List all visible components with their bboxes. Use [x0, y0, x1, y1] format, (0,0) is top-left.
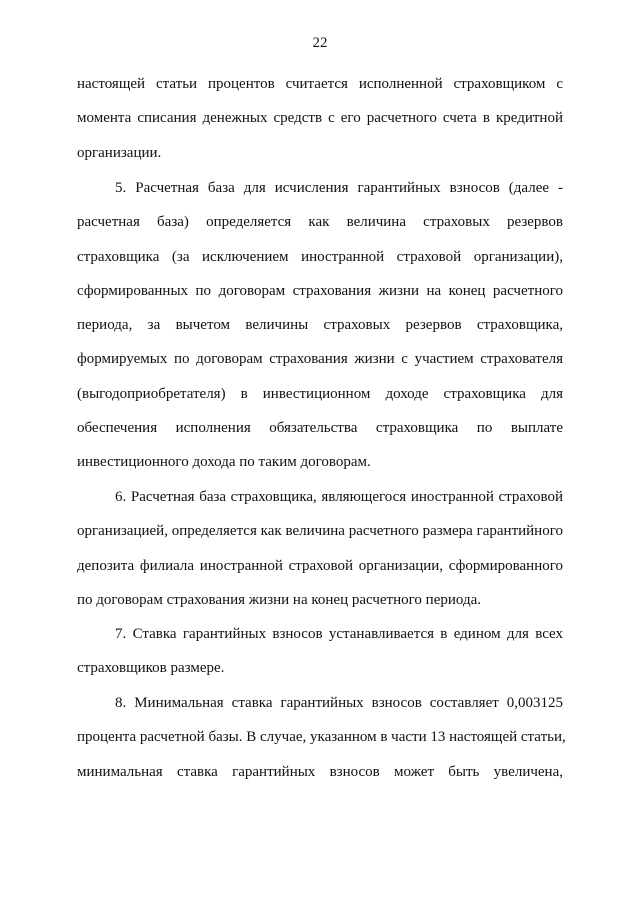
text-line: страховщиков размере.	[77, 660, 225, 677]
text-line: настоящей статьи процентов считается исполненной страховщиком с	[77, 76, 563, 92]
text-line: 5. Расчетная база для исчисления гарантийных взносов (далее -	[115, 180, 563, 196]
paragraph-continuation	[77, 67, 563, 170]
text-line: периода, за вычетом величины страховых резервов страховщика,	[77, 317, 563, 334]
text-line: по договорам страхования жизни на конец расчетного периода.	[77, 591, 481, 608]
text-line: процента расчетной базы. В случае, указанном в части 13 настоящей статьи,	[77, 729, 566, 746]
text-line: минимальная ставка гарантийных взносов может быть увеличена,	[77, 763, 563, 780]
text-line: расчетная база) определяется как величина страховых резервов	[77, 214, 563, 231]
text-line: организации.	[77, 144, 162, 161]
text-line: организацией, определяется как величина расчетного размера гарантийного	[77, 523, 563, 540]
text-line: момента списания денежных средств с его расчетного счета в кредитной	[77, 110, 563, 127]
text-line: 6. Расчетная база страховщика, являющегося иностранной страховой	[115, 489, 563, 505]
paragraph-7	[77, 617, 563, 686]
text-line: инвестиционного дохода по таким договорам.	[77, 454, 371, 471]
text-line: 7. Ставка гарантийных взносов устанавливается в едином для всех	[115, 626, 563, 642]
text-line: формируемых по договорам страхования жизни с участием страхователя	[77, 351, 563, 368]
text-line: 8. Минимальная ставка гарантийных взносов составляет 0,003125	[115, 695, 563, 711]
text-line: обеспечения исполнения обязательства страховщика по выплате	[77, 420, 563, 437]
text-line: сформированных по договорам страхования жизни на конец расчетного	[77, 282, 563, 299]
text-line: страховщика (за исключением иностранной страховой организации),	[77, 248, 563, 265]
text-line: (выгодоприобретателя) в инвестиционном доходе страховщика для	[77, 385, 563, 402]
paragraph-5	[77, 171, 563, 480]
paragraph-6	[77, 480, 563, 617]
page-number: 22	[312, 35, 328, 51]
paragraph-8	[77, 686, 566, 789]
text-line: депозита филиала иностранной страховой организации, сформированного	[77, 557, 563, 574]
